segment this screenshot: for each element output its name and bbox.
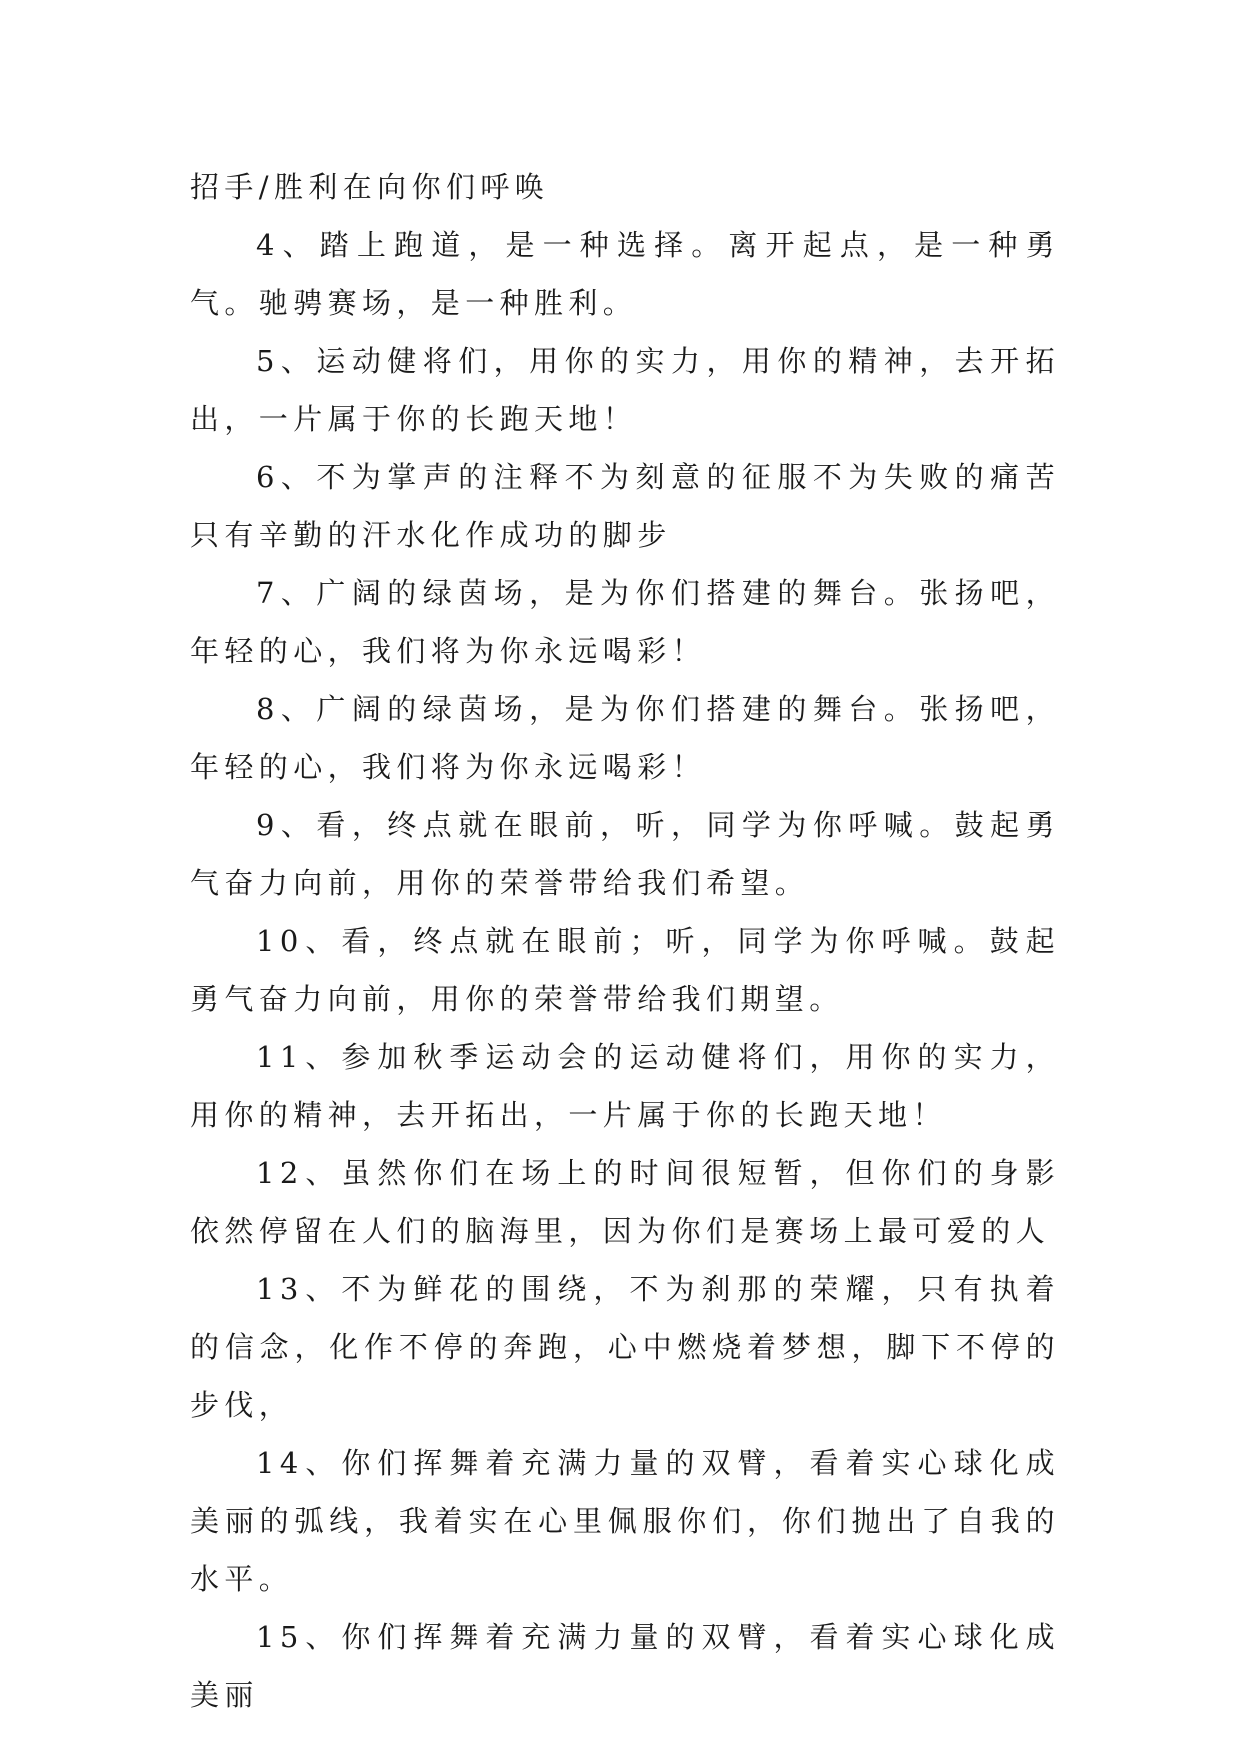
paragraph-item-12: 12、虽然你们在场上的时间很短暂，但你们的身影依然停留在人们的脑海里，因为你们是赛场上最可爱的人 xyxy=(190,1156,1060,1248)
paragraph-item-10: 10、看，终点就在眼前；听，同学为你呼喊。鼓起勇气奋力向前，用你的荣誉带给我们期望。 xyxy=(190,924,1060,1016)
paragraph-item-4: 4、踏上跑道，是一种选择。离开起点，是一种勇气。驰骋赛场，是一种胜利。 xyxy=(190,228,1060,320)
document-body xyxy=(190,158,1060,1724)
paragraph-continuation: 招手/胜利在向你们呼唤 xyxy=(190,170,550,204)
paragraph-item-14: 14、你们挥舞着充满力量的双臂，看着实心球化成美丽的弧线，我着实在心里佩服你们，你们抛出了自我的水平。 xyxy=(190,1446,1060,1596)
paragraph-item-13: 13、不为鲜花的围绕，不为刹那的荣耀，只有执着的信念，化作不停的奔跑，心中燃烧着梦想，脚下不停的步伐， xyxy=(190,1272,1060,1422)
paragraph-item-15: 15、你们挥舞着充满力量的双臂，看着实心球化成美丽 xyxy=(190,1620,1060,1712)
paragraph-item-5: 5、运动健将们，用你的实力，用你的精神，去开拓出，一片属于你的长跑天地！ xyxy=(190,344,1060,436)
paragraph-item-9: 9、看，终点就在眼前，听，同学为你呼喊。鼓起勇气奋力向前，用你的荣誉带给我们希望。 xyxy=(190,808,1060,900)
paragraph-item-11: 11、参加秋季运动会的运动健将们，用你的实力，用你的精神，去开拓出，一片属于你的长跑天地！ xyxy=(190,1040,1060,1132)
paragraph-item-7: 7、广阔的绿茵场，是为你们搭建的舞台。张扬吧，年轻的心，我们将为你永远喝彩！ xyxy=(190,576,1060,668)
paragraph-item-6: 6、不为掌声的注释不为刻意的征服不为失败的痛苦只有辛勤的汗水化作成功的脚步 xyxy=(190,460,1060,552)
paragraph-item-8: 8、广阔的绿茵场，是为你们搭建的舞台。张扬吧，年轻的心，我们将为你永远喝彩！ xyxy=(190,692,1060,784)
